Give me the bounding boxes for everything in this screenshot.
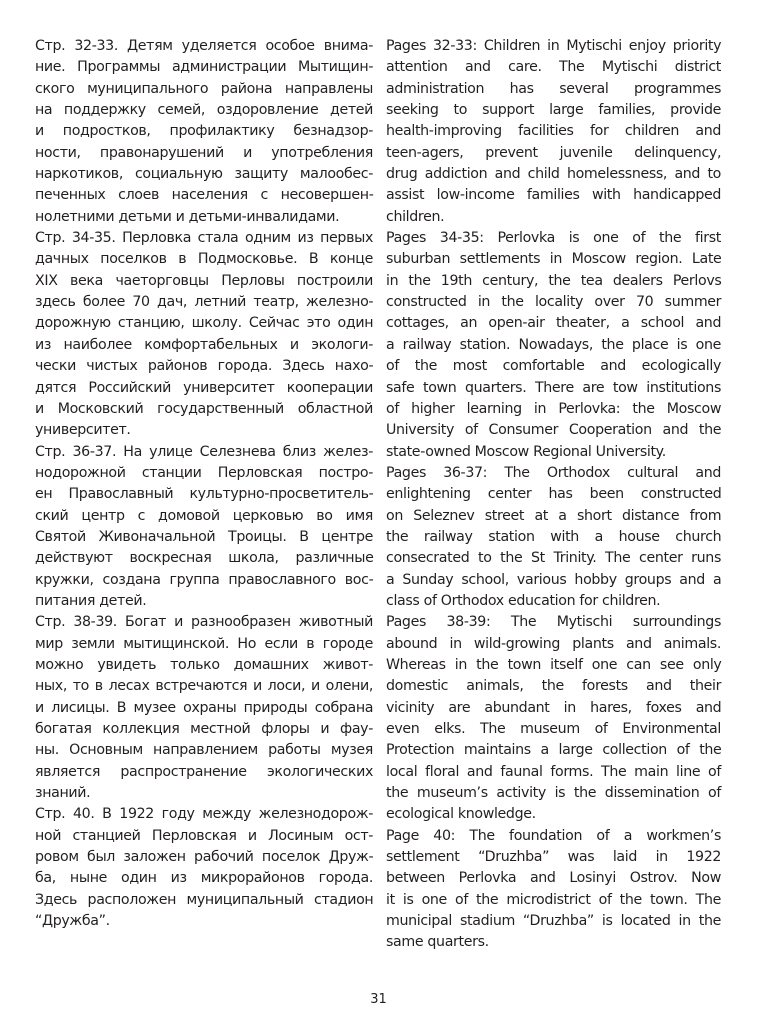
text-line: ной станцией Перловская и Лосиным ост-: [35, 827, 374, 844]
text-line: действуют воскресная школа, различные: [35, 550, 374, 567]
text-line: наркотиков, социальную защиту малообес-: [35, 166, 373, 183]
text-line: Стр. 36-37. На улице Селезнева близ желез-: [35, 443, 373, 460]
text-line: teen-agers, prevent juvenile delinquency,: [386, 144, 722, 161]
ru-paragraph-2: [35, 228, 373, 441]
text-line: seeking to support large families, provide: [386, 102, 721, 119]
text-line: assist low-income families with handicapped: [386, 187, 722, 204]
text-line: XIX века чаеторговцы Перловы построили: [35, 272, 373, 289]
text-line: Стр. 34-35. Перловка стала одним из первых: [35, 230, 373, 247]
text-line: чески чистых районов города. Здесь нахо-: [35, 358, 374, 375]
text-line: drug addiction and child homelessness, and to: [386, 166, 721, 183]
text-line: Здесь расположен муниципальный стадион: [35, 891, 374, 908]
text-line: on Seleznev street at a short distance from: [386, 507, 722, 524]
ru-paragraph-5: [35, 804, 373, 932]
right-column-english-text: [386, 36, 721, 954]
text-line: vicinity are abundant in hares, foxes and: [386, 699, 722, 716]
text-line: Святой Живоначальной Троицы. В центре: [35, 528, 373, 545]
ru-paragraph-4: [35, 612, 373, 804]
text-line: питания детей.: [35, 592, 147, 609]
en-paragraph-1: [386, 36, 721, 228]
text-line: Pages 38-39: The Mytischi surroundings: [386, 614, 721, 631]
text-line: consecrated to the St Trinity. The center runs: [386, 550, 721, 567]
text-line: Pages 34-35: Perlovka is one of the first: [386, 230, 721, 247]
text-line: ние. Программы администрации Мытищин-: [35, 59, 374, 76]
text-line: state-owned Moscow Regional University.: [386, 443, 666, 460]
text-line: of higher learning in Perlovka: the Moscow: [386, 400, 722, 417]
text-line: Pages 36-37: The Orthodox cultural and: [386, 464, 721, 481]
text-line: кружки, создана группа православного вос-: [35, 571, 374, 588]
text-line: дачных поселков в Подмосковье. В конце: [35, 251, 373, 268]
text-line: здесь более 70 дач, летний театр, железно-: [35, 294, 374, 311]
text-line: знаний.: [35, 785, 91, 802]
en-paragraph-3: [386, 463, 721, 612]
text-line: университет.: [35, 422, 131, 439]
text-line: нолетними детьми и детьми-инвалидами.: [35, 208, 340, 225]
text-line: ба, ныне один из микрорайонов города.: [35, 870, 373, 887]
text-line: “Дружба”.: [35, 913, 110, 930]
text-line: ны. Основным направлением работы музея: [35, 742, 373, 759]
text-line: ровом был заложен рабочий поселок Друж-: [35, 849, 374, 866]
en-paragraph-2: [386, 228, 721, 463]
text-line: University of Consumer Cooperation and the: [386, 422, 722, 439]
left-column-russian-text: [35, 36, 373, 932]
text-line: between Perlovka and Losinyi Ostrov. Now: [386, 870, 721, 887]
text-line: ности, правонарушений и употребления: [35, 144, 373, 161]
en-paragraph-5: [386, 826, 721, 954]
text-line: Стр. 40. В 1922 году между железнодорож-: [35, 806, 373, 823]
text-line: является распространение экологических: [35, 763, 373, 780]
text-line: Стр. 38-39. Богат и разнообразен животный: [35, 614, 373, 631]
text-line: дорожную станцию, школу. Сейчас это один: [35, 315, 374, 332]
text-line: class of Orthodox education for children.: [386, 592, 661, 609]
text-line: abound in wild-growing plants and animals.: [386, 635, 721, 652]
ru-paragraph-1: [35, 36, 373, 228]
text-line: и лисицы. В музее охраны природы собрана: [35, 699, 374, 716]
text-line: мир земли мытищинской. Но если в городе: [35, 635, 373, 652]
text-line: attention and care. The Mytischi district: [386, 59, 721, 76]
text-line: богатая коллекция местной флоры и фау-: [35, 721, 373, 737]
ru-paragraph-3: [35, 442, 373, 613]
text-line: ского муниципального района направлены: [35, 80, 373, 97]
text-line: the museum’s activity is the dissemination of: [386, 785, 721, 802]
text-line: из наиболее комфортабельных и экологи-: [35, 336, 373, 353]
text-line: administration has several programmes: [386, 80, 721, 97]
text-line: enlightening center has been constructed: [386, 486, 722, 503]
text-line: ский центр с домовой церковью во имя: [35, 507, 373, 524]
text-line: Стр. 32-33. Детям уделяется особое внима-: [35, 38, 373, 54]
text-line: municipal stadium “Druzhba” is located in the: [386, 913, 721, 930]
text-line: of the most comfortable and ecologically: [386, 358, 721, 375]
text-line: domestic animals, the forests and their: [386, 678, 722, 695]
text-line: печенных слоев населения с несовершен-: [35, 187, 374, 204]
text-line: health-improving facilities for children and: [386, 123, 722, 140]
text-line: suburban settlements in Moscow region. Late: [386, 251, 722, 268]
text-line: дятся Российский университет кооперации: [35, 379, 373, 396]
text-line: safe town quarters. There are tow institutions: [386, 379, 721, 396]
text-line: cottages, an open-air theater, a school and: [386, 315, 722, 332]
text-line: constructed in the locality over 70 summer: [386, 294, 722, 311]
text-line: a Sunday school, various hobby groups and a: [386, 571, 722, 588]
text-line: children.: [386, 208, 445, 225]
text-line: Protection maintains a large collection of the: [386, 742, 722, 759]
text-line: settlement “Druzhba” was laid in 1922: [386, 849, 722, 866]
text-line: Whereas in the town itself one can see only: [386, 656, 722, 673]
text-line: a railway station. Nowadays, the place is one: [386, 336, 721, 353]
text-line: Pages 32-33: Children in Mytischi enjoy priority: [386, 38, 722, 54]
text-line: in the 19th century, the tea dealers Perlovs: [386, 272, 722, 289]
page-number: 31: [370, 992, 387, 1007]
text-line: можно увидеть только домашних живот-: [35, 656, 373, 673]
text-line: even elks. The museum of Environmental: [386, 721, 721, 737]
text-line: и Московский государственный областной: [35, 400, 373, 417]
text-line: same quarters.: [386, 934, 489, 951]
text-line: Page 40: The foundation of a workmen’s: [386, 827, 722, 844]
text-line: the railway station with a house church: [386, 528, 722, 545]
text-line: на поддержку семей, оздоровление детей: [35, 102, 373, 119]
text-line: it is one of the microdistrict of the town. The: [386, 891, 721, 908]
en-paragraph-4: [386, 612, 721, 825]
text-line: и подростков, профилактику безнадзор-: [35, 123, 373, 140]
text-line: ных, то в лесах встречаются и лоси, и олени,: [35, 678, 374, 695]
text-line: local floral and faunal forms. The main line of: [386, 763, 721, 780]
text-line: нодорожной станции Перловская постро-: [35, 464, 373, 481]
text-line: ecological knowledge.: [386, 806, 536, 823]
text-line: ен Православный культурно-просветитель-: [35, 486, 374, 503]
